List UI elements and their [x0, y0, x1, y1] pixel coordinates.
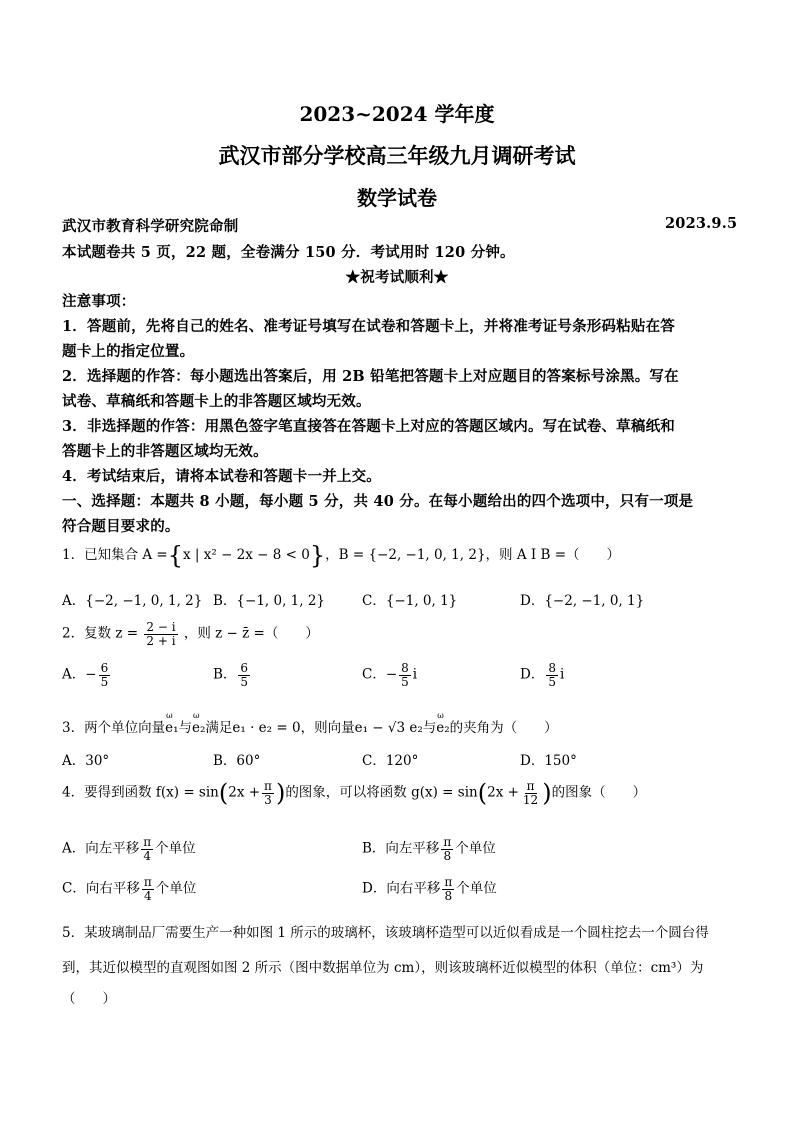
- q2-option-d[interactable]: D． $\frac{8}{5}$ i: [520, 661, 565, 689]
- note-1a: 1．答题前，先将自己的姓名、准考证号填写在试卷和答题卡上，并将准考证号条形码粘贴在答: [62, 318, 675, 335]
- q1-option-d[interactable]: D．{−2, −1, 0, 1}: [520, 593, 645, 609]
- q2-suffix: ，则 z − z̄ =（ ）: [183, 625, 319, 642]
- q1-set-a: x | x² − 2x − 8 < 0: [183, 547, 310, 563]
- section1-line1: 一、选择题：本题共 8 小题，每小题 5 分，共 40 分。在每小题给出的四个选项中，只有一项是: [62, 493, 694, 510]
- exam-year: 2023~2024 学年度: [299, 102, 495, 126]
- q2-option-b[interactable]: B． $\frac{6}{5}$: [213, 661, 249, 689]
- q1-option-b[interactable]: B．{−1, 0, 1, 2}: [213, 593, 326, 609]
- subject-title: 数学试卷: [357, 186, 437, 210]
- q1-option-c[interactable]: C．{−1, 0, 1}: [362, 593, 458, 609]
- issuer: 武汉市教育科学研究院命制: [62, 218, 239, 235]
- note-2a: 2．选择题的作答：每小题选出答案后，用 2B 铅笔把答题卡上对应题目的答案标号涂黑。写在: [62, 368, 679, 385]
- section1-line2: 符合题目要求的。: [62, 518, 180, 535]
- q4-option-b[interactable]: B．向左平移 $\frac{\pi}{8}$ 个单位: [362, 835, 496, 863]
- question-4: 4．要得到函数 f(x) = sin(2x + $\frac{\pi}{3}$ )的图象，可以将函数 g(x) = sin(2x + $\frac{\pi}{12}$ )的图象（ ）: [62, 779, 647, 808]
- good-luck: ★祝考试顺利★: [345, 269, 449, 286]
- note-2b: 试卷、草稿纸和答题卡上的非答题区域均无效。: [62, 393, 371, 410]
- q3-option-c[interactable]: C．120°: [362, 753, 419, 769]
- q3-option-d[interactable]: D．150°: [520, 753, 577, 769]
- question-2: [62, 621, 319, 647]
- note-1b: 题卡上的指定位置。: [62, 343, 195, 360]
- exam-date: 2023.9.5: [665, 215, 738, 232]
- note-3a: 3．非选择题的作答：用黑色签字笔直接答在答题卡上对应的答题区域内。写在试卷、草稿纸和: [62, 418, 675, 435]
- q4-option-a[interactable]: A．向左平移 $\frac{\pi}{4}$ 个单位: [62, 835, 196, 863]
- exam-info: 本试题卷共 5 页，22 题，全卷满分 150 分．考试用时 120 分钟。: [62, 244, 515, 261]
- question-5-line3: （ ）: [62, 991, 116, 1007]
- q3-option-b[interactable]: B．60°: [213, 753, 261, 769]
- exam-title: 武汉市部分学校高三年级九月调研考试: [218, 143, 576, 168]
- notes-heading: 注意事项：: [62, 293, 136, 310]
- q2-option-a[interactable]: A．− $\frac{6}{5}$: [62, 661, 109, 689]
- note-4: 4．考试结束后，请将本试卷和答题卡一并上交。: [62, 468, 381, 485]
- q2-prefix: 2．复数 z =: [62, 625, 139, 642]
- question-3: 3．两个单位向量ω e₁与ω e₂满足e₁ · e₂ = 0，则向量e₁ − √3 e₂与ω e₂的夹角为（ ）: [62, 716, 558, 736]
- q4-option-c[interactable]: C．向右平移 $\frac{\pi}{4}$ 个单位: [62, 875, 197, 903]
- q2-option-c[interactable]: C．− $\frac{8}{5}$ i: [362, 661, 418, 689]
- question-1: 1．已知集合 A ={x | x² − 2x − 8 < 0}，B = {−2, −1, 0, 1, 2}，则 A I B =（ ）: [62, 541, 621, 570]
- q4-option-d[interactable]: D．向右平移 $\frac{\pi}{8}$ 个单位: [362, 875, 497, 903]
- q1-prefix: 1．已知集合 A =: [62, 547, 168, 563]
- question-5-line2: 到，其近似模型的直观图如图 2 所示（图中数据单位为 cm），则该玻璃杯近似模型的体积（单位：cm³）为: [62, 960, 704, 976]
- q1-set-b: ，B = {−2, −1, 0, 1, 2}，则 A I B =（ ）: [325, 547, 621, 563]
- question-5-line1: 5．某玻璃制品厂需要生产一种如图 1 所示的玻璃杯，该玻璃杯造型可以近似看成是一个圆柱挖去一个圆台得: [62, 925, 709, 941]
- q1-option-a[interactable]: A．{−2, −1, 0, 1, 2}: [62, 593, 203, 609]
- note-3b: 答题卡上的非答题区域均无效。: [62, 443, 268, 460]
- q3-option-a[interactable]: A．30°: [62, 753, 110, 769]
- q2-fraction: $\frac{2 - i}{2 + i}$: [146, 620, 176, 648]
